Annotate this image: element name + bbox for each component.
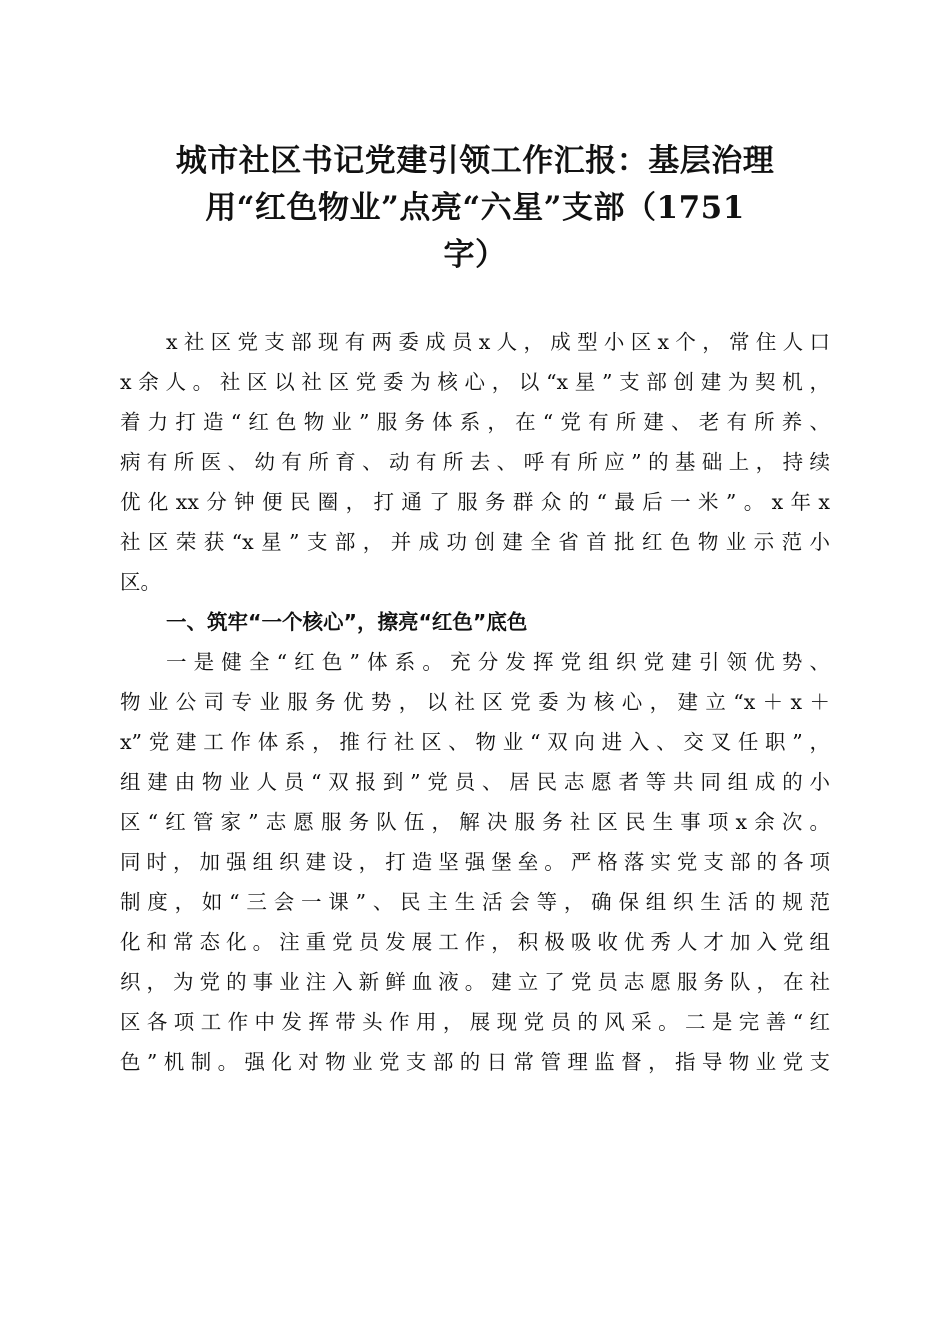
document-title: [120, 138, 830, 279]
paragraph-line: 优化xx分钟便民圈，打通了服务群众的“最后一米”。x年x: [120, 490, 830, 514]
paragraph-line: 一是健全“红色”体系。充分发挥党组织党建引领优势、: [166, 650, 830, 674]
paragraph-line: 同时，加强组织建设，打造坚强堡垒。严格落实党支部的各项: [120, 850, 830, 874]
paragraph-line: 色”机制。强化对物业党支部的日常管理监督，指导物业党支: [120, 1050, 830, 1074]
paragraph-line: 化和常态化。注重党员发展工作，积极吸收优秀人才加入党组: [120, 930, 830, 954]
paragraph-line: x余人。社区以社区党委为核心，以“x星”支部创建为契机，: [120, 370, 830, 394]
section-heading-1: 一、筑牢“一个核心”，擦亮“红色”底色: [166, 610, 528, 634]
document-body: [120, 322, 830, 1082]
paragraph-line: 织，为党的事业注入新鲜血液。建立了党员志愿服务队，在社: [120, 970, 830, 994]
paragraph-intro: [120, 322, 830, 602]
title-line-2: 用“红色物业”点亮“六星”支部（1751: [205, 190, 745, 226]
paragraph-line: x”党建工作体系，推行社区、物业“双向进入、交叉任职”，: [120, 730, 830, 754]
paragraph-line: x社区党支部现有两委成员x人，成型小区x个，常住人口: [166, 330, 830, 354]
paragraph-line: 社区荣获“x星”支部，并成功创建全省首批红色物业示范小: [120, 530, 830, 554]
paragraph-line: 病有所医、幼有所育、动有所去、呼有所应”的基础上，持续: [120, 450, 830, 474]
paragraph-line: 物业公司专业服务优势，以社区党委为核心，建立“x＋x＋: [120, 690, 830, 714]
paragraph-line: 制度，如“三会一课”、民主生活会等，确保组织生活的规范: [120, 890, 830, 914]
title-line-1: 城市社区书记党建引领工作汇报：基层治理: [175, 143, 775, 179]
title-line-3: 字）: [443, 237, 507, 273]
paragraph-line: 组建由物业人员“双报到”党员、居民志愿者等共同组成的小: [120, 770, 830, 794]
paragraph-line: 区。: [120, 570, 161, 594]
paragraph-line: 区各项工作中发挥带头作用，展现党员的风采。二是完善“红: [120, 1010, 830, 1034]
paragraph-section-1: [120, 642, 830, 1082]
paragraph-line: 区“红管家”志愿服务队伍，解决服务社区民生事项x余次。: [120, 810, 830, 834]
paragraph-line: 着力打造“红色物业”服务体系，在“党有所建、老有所养、: [120, 410, 830, 434]
